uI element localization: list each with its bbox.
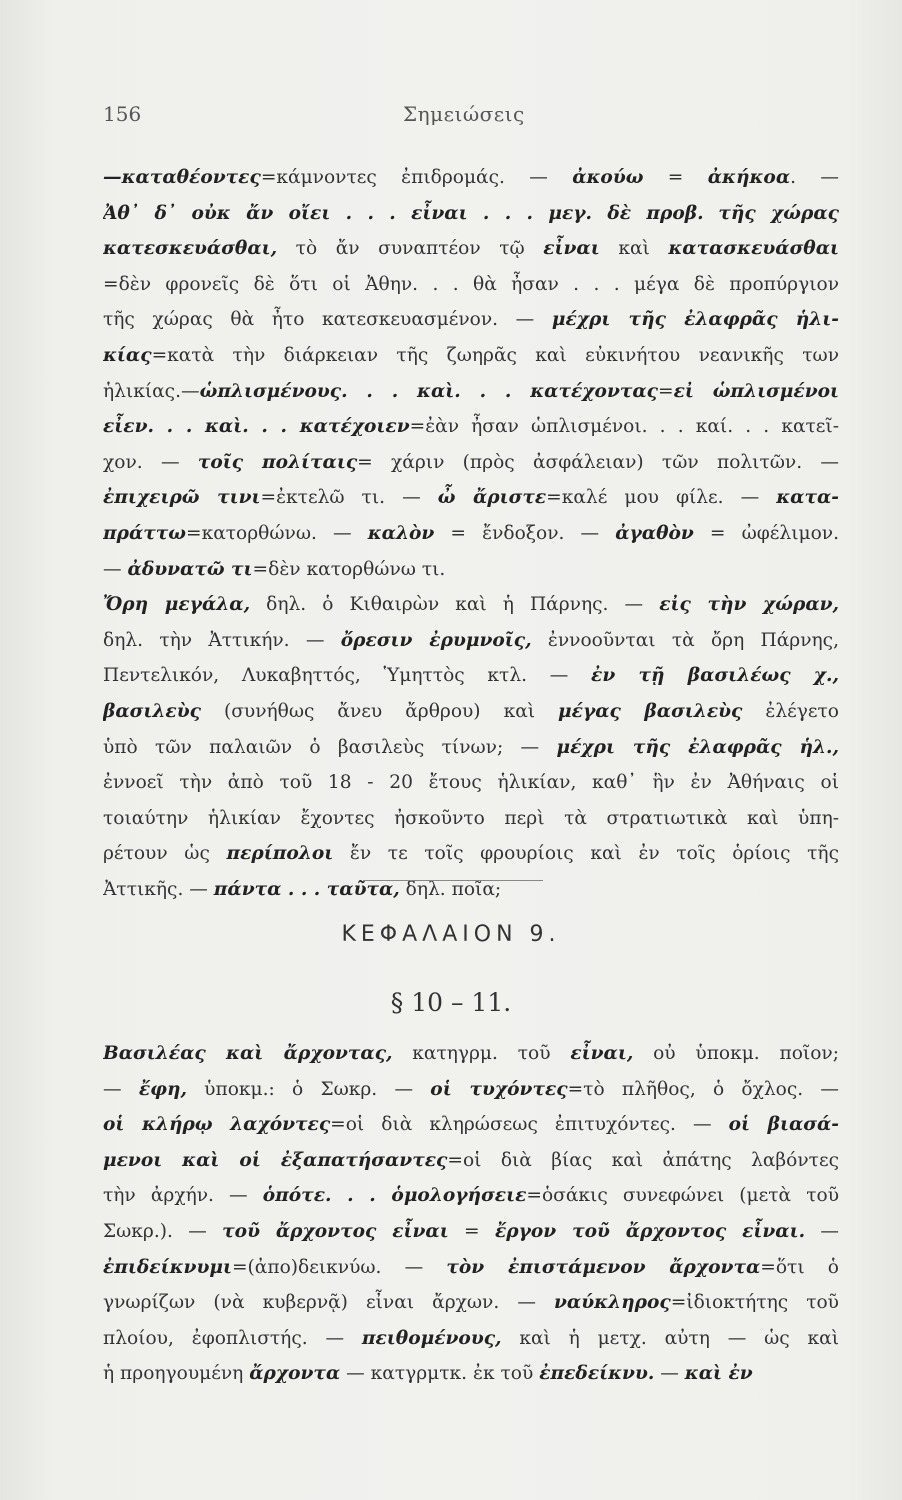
text-line: ὑπὸ τῶν παλαιῶν ὁ βασιλεὺς τίνων; — μέχρι τῆς ἐλαφρᾶς ἡλ., — [103, 736, 839, 758]
text-line: γνωρίζων (νὰ κυβερνᾷ) εἶναι ἄρχων. — ναύκληρος=ἰδιοκτήτης τοῦ — [103, 1292, 839, 1314]
text-line: — ἔφη, ὑποκμ.: ὁ Σωκρ. — οἱ τυχόντες=τὸ πλῆθος, ὁ ὄχλος. — — [103, 1078, 839, 1100]
text-line: Πεντελικόν, Λυκαβηττός, Ὑμηττὸς κτλ. — ἐν τῇ βασιλέως χ., — [103, 665, 839, 687]
text-line: Ἀθ᾽ δ᾽ οὐκ ἄν οἴει . . . εἶναι . . . μεγ. δὲ προβ. τῆς χώρας — [103, 202, 839, 224]
text-line: Ἀττικῆς. — πάντα . . . ταῦτα, δηλ. ποῖα; — [103, 878, 502, 900]
text-line: — ἀδυνατῶ τι=δὲν κατορθώνω τι. — [103, 558, 446, 580]
page-header — [103, 102, 803, 132]
text-line: οἱ κλήρῳ λαχόντες=οἱ διὰ κληρώσεως ἐπιτυχόντες. — οἱ βιασά- — [103, 1114, 839, 1136]
section-heading: § 10 – 11. — [390, 988, 512, 1017]
text-line: ἡ προηγουμένη ἄρχοντα — κατγρμτκ. ἐκ τοῦ ἐπεδείκνυ. — καὶ ἐν — [103, 1363, 753, 1385]
text-line: τοιαύτην ἡλικίαν ἔχοντες ἠσκοῦντο περὶ τὰ στρατιωτικὰ καὶ ὑπη- — [103, 807, 839, 829]
text-line: δηλ. τὴν Ἀττικήν. — ὄρεσιν ἐρυμνοῖς, ἐννοοῦνται τὰ ὄρη Πάρνης, — [103, 629, 839, 651]
text-line: μενοι καὶ οἱ ἐξαπατήσαντες=οἱ διὰ βίας καὶ ἀπάτης λαβόντες — [103, 1149, 839, 1171]
text-line: κίας=κατὰ τὴν διάρκειαν τῆς ζωηρᾶς καὶ εὐκινήτου νεανικῆς των — [103, 344, 839, 366]
chapter-heading: ΚΕΦΑΛΑΙΟΝ 9. — [341, 922, 561, 947]
text-line: ἐπιχειρῶ τινι=ἐκτελῶ τι. — ὦ ἄριστε=καλέ μου φίλε. — κατα- — [103, 487, 839, 509]
text-line: βασιλεὺς (συνήθως ἄνευ ἄρθρου) καὶ μέγας βασιλεὺς ἐλέγετο — [103, 700, 839, 722]
separator-rule — [363, 880, 543, 881]
text-line: Ὄρη μεγάλα, δηλ. ὁ Κιθαιρὼν καὶ ἡ Πάρνης. — εἰς τὴν χώραν, — [103, 594, 839, 616]
text-line: ἐννοεῖ τὴν ἀπὸ τοῦ 18 - 20 ἔτους ἡλικίαν, καθ᾽ ἣν ἐν Ἀθήναις οἱ — [103, 772, 839, 794]
text-line: —καταθέοντες=κάμνοντες ἐπιδρομάς. — ἀκούω = ἀκήκοα. — — [103, 167, 839, 188]
text-line: τὴν ἀρχήν. — ὁπότε. . . ὁμολογήσειε=ὁσάκις συνεφώνει (μετὰ τοῦ — [103, 1185, 839, 1207]
text-line: Σωκρ.). — τοῦ ἄρχοντος εἶναι = ἔργον τοῦ ἄρχοντος εἶναι. — — [103, 1220, 839, 1242]
text-line: Βασιλέας καὶ ἄρχοντας, κατηγρμ. τοῦ εἶναι, οὐ ὑποκμ. ποῖον; — [103, 1043, 839, 1064]
text-line: =δὲν φρονεῖς δὲ ὅτι οἱ Ἀθην. . . θὰ ἦσαν . . . μέγα δὲ προπύργιον — [103, 273, 839, 295]
notes-text — [103, 160, 839, 907]
text-line: ἡλικίας.—ὡπλισμένους. . . καὶ. . . κατέχοντας=εἰ ὡπλισμένοι — [103, 380, 839, 402]
section-text — [103, 1036, 839, 1392]
text-line: πλοίου, ἐφοπλιστής. — πειθομένους, καὶ ἡ μετχ. αὐτη — ὡς καὶ — [103, 1327, 839, 1349]
text-line: ἐπιδείκνυμι=(ἀπο)δεικνύω. — τὸν ἐπιστάμενον ἄρχοντα=ὅτι ὁ — [103, 1256, 839, 1278]
text-line: ρέτουν ὡς περίπολοι ἔν τε τοῖς φρουρίοις καὶ ἐν τοῖς ὁρίοις τῆς — [103, 843, 839, 865]
running-head: Σημειώσεις — [403, 102, 525, 126]
text-line: κατεσκευάσθαι, τὸ ἄν συναπτέον τῷ εἶναι καὶ κατασκευάσθαι — [103, 238, 839, 260]
text-line: πράττω=κατορθώνω. — καλὸν = ἔνδοξον. — ἀγαθὸν = ὠφέλιμον. — [103, 522, 839, 544]
text-line: τῆς χώρας θὰ ἦτο κατεσκευασμένον. — μέχρι τῆς ἐλαφρᾶς ἡλι- — [103, 309, 839, 331]
text-line: χον. — τοῖς πολίταις= χάριν (πρὸς ἀσφάλειαν) τῶν πολιτῶν. — — [103, 451, 839, 473]
page-number: 156 — [103, 102, 142, 126]
text-line: εἶεν. . . καὶ. . . κατέχοιεν=ἐὰν ἦσαν ὡπλισμένοι. . . καί. . . κατεῖ- — [103, 416, 839, 438]
